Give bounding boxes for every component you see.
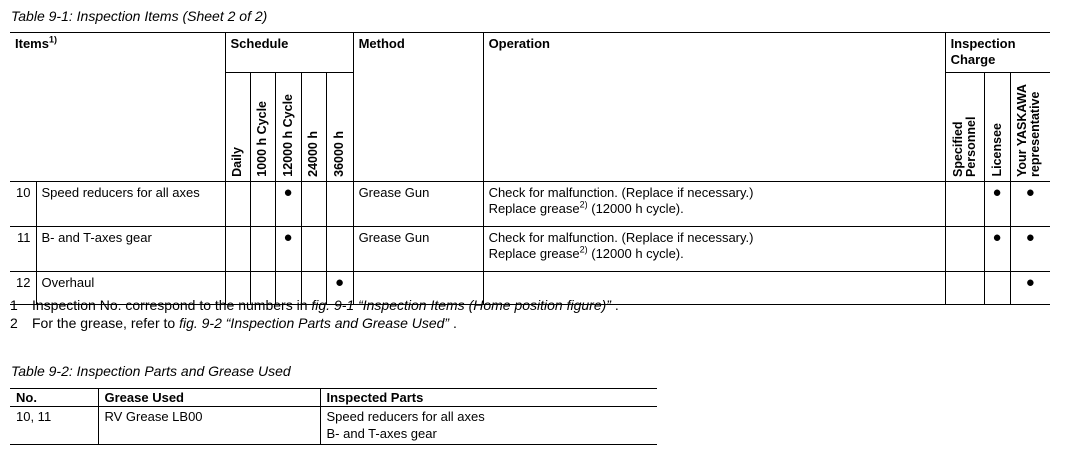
item-name: Overhaul bbox=[36, 272, 225, 305]
method: Grease Gun bbox=[353, 227, 483, 272]
schedule-mark bbox=[326, 182, 353, 227]
charge-mark bbox=[945, 272, 984, 305]
table-row bbox=[10, 182, 1050, 227]
charge-mark: ● bbox=[984, 182, 1010, 227]
grease-row-no: 10, 11 bbox=[10, 407, 98, 445]
schedule-mark bbox=[225, 182, 250, 227]
method: Grease Gun bbox=[353, 182, 483, 227]
item-number: 10 bbox=[10, 182, 36, 227]
footnote-1: 1 Inspection No. correspond to the numbers in fig. 9-1 “Inspection Items (Home position figure)” . bbox=[10, 297, 619, 313]
schedule-mark: ● bbox=[275, 182, 301, 227]
header-licensee: Licensee bbox=[984, 73, 1010, 182]
header-yaskawa-representative: Your YASKAWA representative bbox=[1010, 73, 1050, 182]
header-no: No. bbox=[10, 389, 98, 407]
charge-mark bbox=[945, 227, 984, 272]
header-specified-personnel: Specified Personnel bbox=[945, 73, 984, 182]
footnote-link-fig-9-1[interactable]: fig. 9-1 “Inspection Items (Home position figure)” bbox=[311, 297, 615, 313]
charge-mark: ● bbox=[1010, 182, 1050, 227]
schedule-mark bbox=[250, 182, 275, 227]
schedule-mark: ● bbox=[275, 227, 301, 272]
item-name: Speed reducers for all axes bbox=[36, 182, 225, 227]
table-9-2-caption: Table 9-2: Inspection Parts and Grease Used bbox=[11, 363, 291, 379]
table-row bbox=[10, 407, 657, 445]
schedule-mark: ● bbox=[326, 272, 353, 305]
charge-mark bbox=[945, 182, 984, 227]
item-name: B- and T-axes gear bbox=[36, 227, 225, 272]
grease-row-grease: RV Grease LB00 bbox=[98, 407, 320, 445]
schedule-mark bbox=[250, 227, 275, 272]
header-schedule: Schedule bbox=[225, 33, 353, 73]
header-24000h: 24000 h bbox=[301, 73, 326, 182]
charge-mark: ● bbox=[984, 227, 1010, 272]
header-items: Items$^{1)}$ bbox=[10, 33, 225, 182]
charge-mark: ● bbox=[1010, 227, 1050, 272]
header-grease-used: Grease Used bbox=[98, 389, 320, 407]
grease-table bbox=[10, 388, 657, 445]
table-9-1-caption: Table 9-1: Inspection Items (Sheet 2 of 2) bbox=[11, 8, 268, 24]
header-1000h: 1000 h Cycle bbox=[250, 73, 275, 182]
table-row bbox=[10, 227, 1050, 272]
charge-mark bbox=[984, 272, 1010, 305]
header-inspected-parts: Inspected Parts bbox=[320, 389, 657, 407]
header-36000h: 36000 h bbox=[326, 73, 353, 182]
header-method: Method bbox=[353, 33, 483, 182]
operation: Check for malfunction. (Replace if necessary.) Replace grease$^{2)}$ (12000 h cycle). bbox=[483, 182, 945, 227]
header-operation: Operation bbox=[483, 33, 945, 182]
inspection-items-table bbox=[10, 32, 1050, 305]
footnote-link-fig-9-2[interactable]: fig. 9-2 “Inspection Parts and Grease Used” bbox=[179, 315, 453, 331]
grease-row-parts: Speed reducers for all axes B- and T-axes gear bbox=[320, 407, 657, 445]
header-inspection-charge: Inspection Charge bbox=[945, 33, 1050, 73]
schedule-mark bbox=[301, 227, 326, 272]
header-12000h: 12000 h Cycle bbox=[275, 73, 301, 182]
schedule-mark bbox=[301, 182, 326, 227]
operation: Check for malfunction. (Replace if necessary.) Replace grease$^{2)}$ (12000 h cycle). bbox=[483, 227, 945, 272]
schedule-mark bbox=[326, 227, 353, 272]
footnote-2: 2 For the grease, refer to fig. 9-2 “Inspection Parts and Grease Used” . bbox=[10, 315, 457, 331]
item-number: 12 bbox=[10, 272, 36, 305]
header-daily: Daily bbox=[225, 73, 250, 182]
item-number: 11 bbox=[10, 227, 36, 272]
schedule-mark bbox=[225, 227, 250, 272]
charge-mark: ● bbox=[1010, 272, 1050, 305]
